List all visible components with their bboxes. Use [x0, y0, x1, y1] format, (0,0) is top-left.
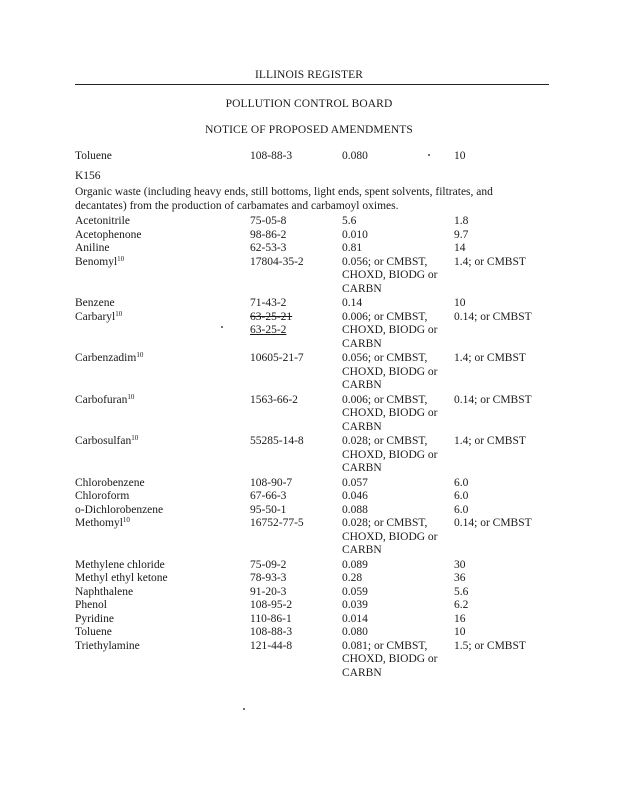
cas-number: 55285-14-8: [250, 435, 304, 447]
wastewater-standard: 0.057: [342, 476, 368, 489]
constituent-name: Methyl ethyl ketone: [75, 572, 168, 584]
cas-number: [250, 311, 342, 353]
nonwastewater-standard: 36: [454, 572, 466, 584]
cas-number: 17804-35-2: [250, 255, 304, 268]
table-row: [75, 559, 549, 573]
cas-number: 121-44-8: [250, 639, 293, 652]
inserted-cas-number: 63-25-2: [250, 324, 287, 336]
constituent-name: Chlorobenzene: [75, 476, 145, 489]
table-row: [75, 242, 549, 256]
table-row: [75, 256, 549, 298]
wastewater-standard: 0.28: [342, 572, 363, 584]
footnote-marker: 10: [115, 309, 123, 318]
nonwastewater-standard: 6.2: [454, 599, 469, 611]
nonwastewater-standard: 1.4; or CMBST: [454, 255, 526, 268]
preceding-row-name: Toluene: [75, 150, 112, 162]
constituent-name: Phenol: [75, 599, 107, 611]
nonwastewater-standard: 1.5; or CMBST: [454, 639, 526, 652]
wastewater-standard: 0.089: [342, 558, 368, 571]
wastewater-standard: 0.039: [342, 599, 368, 611]
nonwastewater-standard: 10: [454, 626, 466, 638]
nonwastewater-standard: 9.7: [454, 228, 469, 241]
table-row: [75, 504, 549, 518]
constituent-name: Toluene: [75, 626, 112, 638]
preceding-row-ww: 0.080: [342, 150, 368, 162]
table-row: [75, 311, 549, 353]
wastewater-standard: 0.028; or CMBST, CHOXD, BIODG or CARBN: [342, 435, 438, 474]
constituent-name: Triethylamine: [75, 639, 140, 652]
header-rule: [75, 84, 549, 85]
constituent-name: Carbofuran$^{10}$: [75, 392, 135, 406]
cas-number: 91-20-3: [250, 585, 287, 598]
constituent-name: Benomyl$^{10}$: [75, 254, 125, 268]
nonwastewater-standard: 30: [454, 558, 466, 571]
table-row: [75, 517, 549, 559]
table-row: [75, 599, 549, 613]
wastewater-standard: 0.14: [342, 297, 363, 309]
nonwastewater-standard: 0.14; or CMBST: [454, 517, 532, 529]
table-row: [75, 490, 549, 504]
constituent-name: Carbaryl$^{10}$: [75, 309, 123, 323]
wastewater-standard: 0.028; or CMBST, CHOXD, BIODG or CARBN: [342, 517, 438, 556]
table-row: [75, 297, 549, 311]
cas-number: 108-88-3: [250, 626, 293, 638]
nonwastewater-standard: 1.8: [454, 215, 469, 227]
wastewater-standard: 0.006; or CMBST, CHOXD, BIODG or CARBN: [342, 393, 438, 433]
cas-number: 62-53-3: [250, 242, 287, 254]
constituent-name: Acetonitrile: [75, 215, 130, 227]
nonwastewater-standard: 1.4; or CMBST: [454, 352, 526, 364]
register-title: ILLINOIS REGISTER: [254, 69, 364, 81]
cas-number: 10605-21-7: [250, 352, 304, 364]
nonwastewater-standard: 0.14; or CMBST: [454, 393, 532, 406]
nonwastewater-standard: 1.4; or CMBST: [454, 435, 526, 447]
cas-number: 1563-66-2: [250, 393, 298, 406]
wastewater-standard: 5.6: [342, 215, 357, 227]
cas-number: 95-50-1: [250, 503, 287, 516]
table-row: [75, 626, 549, 640]
cas-number: 108-95-2: [250, 599, 293, 611]
table-row: [75, 352, 549, 394]
constituent-name: Pyridine: [75, 612, 114, 625]
wastewater-standard: 0.088: [342, 503, 368, 516]
scan-speck: [221, 326, 223, 328]
nonwastewater-standard: 14: [454, 242, 466, 254]
cas-number: 98-86-2: [250, 228, 287, 241]
table-row: [75, 586, 549, 600]
nonwastewater-standard: 10: [454, 297, 466, 309]
scan-speck: [243, 708, 245, 710]
cas-number: 67-66-3: [250, 490, 287, 502]
wastewater-standard: 0.046: [342, 490, 368, 502]
wastewater-standard: 0.006; or CMBST, CHOXD, BIODG or CARBN: [342, 310, 438, 350]
nonwastewater-standard: 6.0: [454, 490, 469, 502]
table-row: [75, 435, 549, 477]
wastewater-standard: 0.080: [342, 626, 368, 638]
nonwastewater-standard: 5.6: [454, 585, 469, 598]
footnote-marker: 10: [127, 392, 135, 401]
preceding-row-nww: 10: [454, 150, 466, 162]
constituent-name: Naphthalene: [75, 585, 134, 598]
preceding-row-cas: 108-88-3: [250, 150, 293, 162]
wastewater-standard: 0.056; or CMBST, CHOXD, BIODG or CARBN: [342, 352, 438, 391]
board-title: POLLUTION CONTROL BOARD: [225, 98, 393, 110]
cas-number: 110-86-1: [250, 612, 292, 625]
table-row: [75, 613, 549, 627]
table-row: [75, 572, 549, 586]
footnote-marker: 10: [131, 434, 139, 442]
cas-number: 108-90-7: [250, 476, 293, 489]
nonwastewater-standard: 0.14; or CMBST: [454, 310, 532, 323]
nonwastewater-standard: 6.0: [454, 503, 469, 516]
constituents-table: [75, 215, 549, 681]
wastewater-standard: 0.059: [342, 585, 368, 598]
nonwastewater-standard: 16: [454, 612, 466, 625]
wastewater-standard: 0.056; or CMBST, CHOXD, BIODG or CARBN: [342, 255, 438, 295]
footnote-marker: 10: [136, 351, 144, 359]
waste-code: K156: [75, 170, 101, 182]
constituent-name: Methomyl$^{10}$: [75, 516, 130, 529]
wastewater-standard: 0.81: [342, 242, 363, 254]
constituent-name: Benzene: [75, 297, 115, 309]
cas-number: 16752-77-5: [250, 517, 304, 529]
table-row: [75, 394, 549, 436]
table-row: [75, 229, 549, 243]
cas-number: 71-43-2: [250, 297, 287, 309]
table-row: [75, 477, 549, 491]
wastewater-standard: 0.081; or CMBST, CHOXD, BIODG or CARBN: [342, 639, 438, 679]
constituent-name: Carbenzadim$^{10}$: [75, 351, 144, 364]
cas-number: 75-05-8: [250, 215, 287, 227]
wastewater-standard: 0.014: [342, 612, 368, 625]
deleted-cas-number: 63-25-21: [250, 310, 293, 323]
table-row: [75, 215, 549, 229]
footnote-marker: 10: [117, 254, 125, 263]
constituent-name: Acetophenone: [75, 228, 142, 241]
scan-speck: [428, 154, 430, 156]
cas-number: 75-09-2: [250, 558, 287, 571]
notice-title: NOTICE OF PROPOSED AMENDMENTS: [205, 124, 413, 136]
constituent-name: Carbosulfan$^{10}$: [75, 434, 139, 447]
constituent-name: Chloroform: [75, 490, 130, 502]
nonwastewater-standard: 6.0: [454, 476, 469, 489]
constituent-name: Aniline: [75, 242, 110, 254]
cas-number: 78-93-3: [250, 572, 287, 584]
footnote-marker: 10: [122, 516, 130, 524]
constituent-name: o-Dichlorobenzene: [75, 503, 164, 516]
waste-description: Organic waste (including heavy ends, still bottoms, light ends, spent solvents, filtrates, and decantates) from the production of carbamates and carbamoyl oximes.: [75, 186, 493, 212]
table-row: [75, 640, 549, 682]
wastewater-standard: 0.010: [342, 228, 368, 241]
constituent-name: Methylene chloride: [75, 558, 165, 571]
